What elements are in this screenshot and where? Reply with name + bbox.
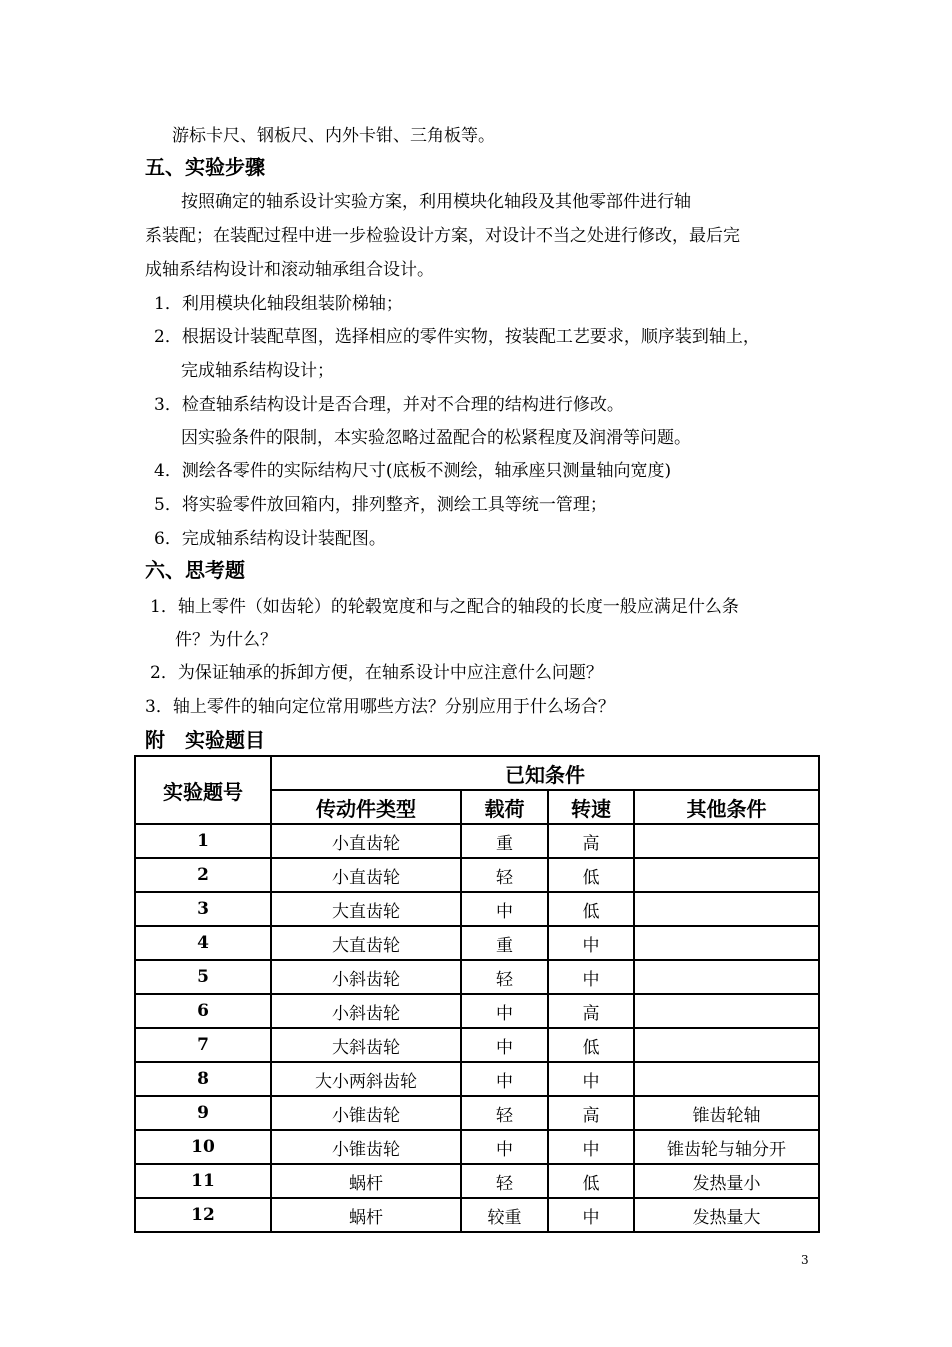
cell-other [634,994,819,1028]
question-1a: 1．轴上零件（如齿轮）的轮毂宽度和与之配合的轴段的长度一般应满足什么条 [150,597,739,617]
table-row [135,1062,819,1096]
table-row [135,1130,819,1164]
table-row [135,926,819,960]
cell-other [634,824,819,858]
cell-load: 中 [461,892,548,926]
cell-id: 7 [135,1028,271,1062]
step-2b: 完成轴系结构设计； [181,361,334,381]
table-row [135,858,819,892]
cell-load: 重 [461,926,548,960]
col-header-speed: 转速 [548,790,634,824]
cell-other [634,892,819,926]
cell-type: 大斜齿轮 [271,1028,461,1062]
question-1b: 件？为什么？ [175,630,277,650]
table-row [135,1096,819,1130]
cell-speed: 中 [548,1198,634,1232]
step-5: 5．将实验零件放回箱内，排列整齐，测绘工具等统一管理； [154,495,607,515]
cell-id: 2 [135,858,271,892]
cell-load: 中 [461,994,548,1028]
cell-speed: 低 [548,1164,634,1198]
cell-load: 中 [461,1130,548,1164]
cell-id: 5 [135,960,271,994]
cell-other: 发热量大 [634,1198,819,1232]
cell-id: 8 [135,1062,271,1096]
cell-id: 10 [135,1130,271,1164]
cell-type: 大小两斜齿轮 [271,1062,461,1096]
cell-id: 6 [135,994,271,1028]
table-row [135,1028,819,1062]
col-header-other: 其他条件 [634,790,819,824]
cell-speed: 高 [548,1096,634,1130]
table-row [135,1164,819,1198]
experiment-table [134,755,820,1233]
table-row [135,960,819,994]
section5-para-line3: 成轴系结构设计和滚动轴承组合设计。 [145,260,434,280]
cell-type: 小斜齿轮 [271,994,461,1028]
cell-id: 3 [135,892,271,926]
cell-id: 4 [135,926,271,960]
group-header-known-conditions: 已知条件 [271,756,819,790]
cell-type: 小锥齿轮 [271,1130,461,1164]
cell-other [634,960,819,994]
intro-line: 游标卡尺、钢板尺、内外卡钳、三角板等。 [172,126,495,146]
cell-id: 12 [135,1198,271,1232]
section5-heading: 五、实验步骤 [145,155,265,179]
cell-type: 小直齿轮 [271,858,461,892]
cell-speed: 低 [548,892,634,926]
step-4: 4．测绘各零件的实际结构尺寸(底板不测绘，轴承座只测量轴向宽度) [154,461,672,481]
cell-type: 大直齿轮 [271,892,461,926]
step-1: 1．利用模块化轴段组装阶梯轴； [154,294,403,314]
cell-type: 大直齿轮 [271,926,461,960]
cell-other [634,1062,819,1096]
table-row [135,1198,819,1232]
cell-load: 中 [461,1062,548,1096]
cell-speed: 中 [548,1130,634,1164]
cell-other: 锥齿轮与轴分开 [634,1130,819,1164]
step-6: 6．完成轴系结构设计装配图。 [154,529,386,549]
cell-type: 小锥齿轮 [271,1096,461,1130]
cell-other: 锥齿轮轴 [634,1096,819,1130]
cell-speed: 高 [548,824,634,858]
table-row [135,994,819,1028]
cell-speed: 低 [548,858,634,892]
table-row [135,892,819,926]
section5-para-line2: 系装配；在装配过程中进一步检验设计方案，对设计不当之处进行修改，最后完 [145,226,740,246]
col-header-id: 实验题号 [135,756,271,824]
cell-id: 11 [135,1164,271,1198]
cell-speed: 高 [548,994,634,1028]
col-header-type: 传动件类型 [271,790,461,824]
cell-load: 轻 [461,1096,548,1130]
page-number: 3 [801,1253,809,1267]
cell-load: 轻 [461,1164,548,1198]
cell-other [634,1028,819,1062]
cell-id: 9 [135,1096,271,1130]
cell-speed: 低 [548,1028,634,1062]
step-2a: 2．根据设计装配草图，选择相应的零件实物，按装配工艺要求，顺序装到轴上， [154,327,760,347]
cell-load: 轻 [461,858,548,892]
section5-para-line1: 按照确定的轴系设计实验方案，利用模块化轴段及其他零部件进行轴 [181,192,691,212]
cell-load: 重 [461,824,548,858]
section6-heading: 六、思考题 [145,558,245,582]
cell-other [634,858,819,892]
step-3a: 3．检查轴系结构设计是否合理，并对不合理的结构进行修改。 [154,395,624,415]
cell-load: 轻 [461,960,548,994]
cell-type: 蜗杆 [271,1198,461,1232]
cell-type: 蜗杆 [271,1164,461,1198]
cell-speed: 中 [548,1062,634,1096]
cell-speed: 中 [548,960,634,994]
question-2: 2．为保证轴承的拆卸方便，在轴系设计中应注意什么问题？ [150,663,603,683]
cell-other [634,926,819,960]
step-3b: 因实验条件的限制，本实验忽略过盈配合的松紧程度及润滑等问题。 [181,428,691,448]
cell-other: 发热量小 [634,1164,819,1198]
cell-speed: 中 [548,926,634,960]
question-3: 3．轴上零件的轴向定位常用哪些方法？分别应用于什么场合？ [145,697,615,717]
col-header-load: 载荷 [461,790,548,824]
cell-type: 小斜齿轮 [271,960,461,994]
cell-id: 1 [135,824,271,858]
cell-load: 较重 [461,1198,548,1232]
table-row [135,824,819,858]
cell-load: 中 [461,1028,548,1062]
appendix-heading: 附 实验题目 [145,728,265,752]
cell-type: 小直齿轮 [271,824,461,858]
